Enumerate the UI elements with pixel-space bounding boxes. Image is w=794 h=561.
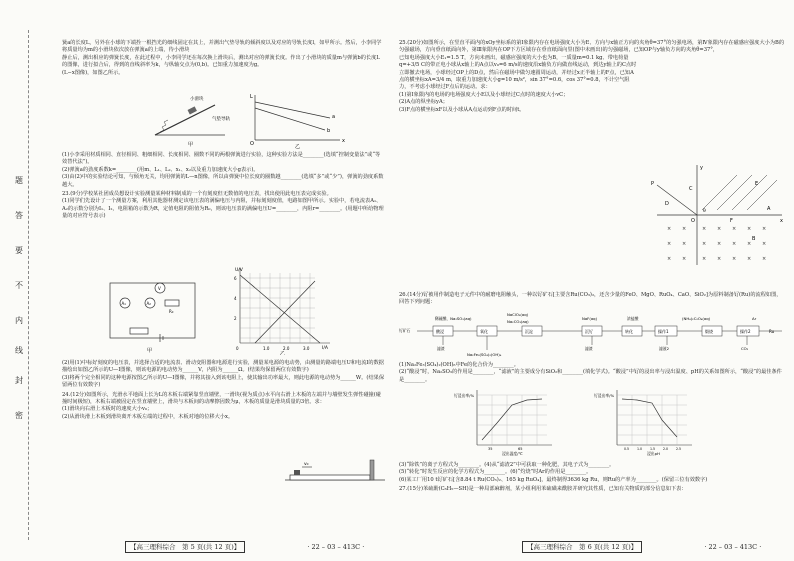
label-v0: v₀	[304, 462, 309, 467]
label-C: C	[689, 186, 693, 192]
q26-sub: (5)“转化”时发生反应的化学方程式为________。(6)“灼烧”时Ar的作用是________。	[399, 469, 592, 476]
tick-x: 2.5	[676, 447, 682, 451]
axis-y: y	[700, 165, 703, 171]
margin-char: 答	[15, 211, 23, 220]
flow-step: 沉淀	[525, 329, 533, 334]
q22-sub: (2)弹簧a的劲度系数k=________(用m、L₁、L₂、x₁、x₂以及重力加速度大小g表示)。	[62, 166, 259, 173]
label-L: L	[250, 94, 253, 100]
tick-y: 2	[234, 316, 237, 321]
tick-x: 2.0	[283, 346, 290, 351]
margin-char: 封	[15, 376, 23, 385]
q22-sub: (3)由(2)中的实验结论可知，与倾角无关，均用弹簧的L—n图像，所以由弹簧中位长度的圈数越________(选填“多”或“少”)，弹簧的劲度系数越大。	[62, 174, 384, 188]
label-V: V	[158, 286, 161, 291]
svg-text:×: ×	[747, 241, 752, 247]
flow-step: 操作1	[658, 329, 669, 334]
q24-figure	[280, 455, 390, 485]
svg-text:×: ×	[732, 241, 737, 247]
flow-start: 钌矿石	[399, 328, 411, 333]
y-label: 钌浸出率/%	[454, 393, 475, 398]
q24-sub: (2)从滑块滑上木板到滑块离开木板左端的过程中，木板对地的位移大小x。	[62, 413, 234, 420]
q26-sub: (1)Na₂Fe₃(SO₄)₂(OH)₆中Fe的化合价为________。	[399, 362, 519, 368]
flow-step: 沉钌	[585, 329, 593, 334]
tick-x: 3.0	[303, 346, 310, 351]
axis-y-unit: U/V	[235, 268, 243, 273]
label-O: O	[250, 141, 254, 147]
footer-left	[125, 542, 364, 551]
svg-text:×: ×	[702, 256, 707, 262]
graph-yi	[234, 267, 330, 355]
page-code: · 22 – 03 – 413C ·	[704, 543, 762, 551]
q26-subquestions-2	[399, 462, 785, 494]
flow-reagent: 稀硫酸、Na₂SO₃(aq)	[435, 316, 472, 321]
chart-temperature	[454, 390, 552, 456]
label-F: F	[730, 218, 733, 224]
margin-char: 要	[15, 246, 23, 255]
margin-char: 线	[15, 346, 23, 355]
label-theta: θ	[703, 209, 706, 214]
flow-byproduct: 滤液2	[659, 346, 670, 351]
svg-text:×: ×	[747, 256, 752, 262]
flow-byproduct: CO₂	[741, 346, 749, 351]
label-slider: 小滑块	[190, 97, 204, 102]
svg-text:×: ×	[732, 256, 737, 262]
x-label: 浸出温度/℃	[502, 451, 523, 456]
q22-para: 簧a的长度L，另外在小球的下端拴一根挡光的细线固定在其上，并测出气垫导轨的倾斜度以及对应的导轨长度l，如甲所示。然后，小李同学将质量均为m的小滑块依次放在弹簧a的上端，待小滑块	[62, 40, 382, 54]
margin-char: 内	[15, 316, 23, 325]
q25-para: 已知电场强度大小E₁=1.5 T，方向未画出，磁感应强度的大小也为B，一质量m=0.1 kg、带电荷量q=+3/5 C的带正电小球从x轴上的A点以v₀=6 m/s的速度沿x轴负方向做直线运动，到达y轴上的C点时立即撤去电场，小球经过OP上的D点，然后在磁场中做匀速圆周运动，并经过x正半轴上的F点，已知A点的横坐标xA=3/4 m，取重力加速度大小g=10 m/s²，sin 37°=0.6，cos 37°=0.8，不计空气阻力，不考虑小球经过F点后的运动。求：	[399, 54, 637, 91]
tick-x: 1.5	[650, 447, 656, 451]
y-label: 钌浸出率/%	[594, 393, 615, 398]
margin-char: 不	[15, 281, 23, 290]
svg-text:×: ×	[732, 226, 737, 232]
q22-para: 静止后，测出相应的弹簧长度，在此过程中，小李同学还在每次换上滑块后，测出对应的弹簧长度。作出了小滑块的质量m与弹簧b的长度L的图像，进行拟合后，得到的直线斜率为k，与纵轴交点为(0,b)。已知重力加速度为g。	[62, 54, 380, 69]
q22-para: (L−x图像)，如图乙所示。	[62, 69, 124, 76]
flow-end: Ru	[769, 329, 775, 334]
flow-byproduct: 滤渣	[437, 346, 445, 351]
label-O: O	[691, 218, 695, 224]
svg-text:×: ×	[762, 256, 767, 262]
flow-reagent: NaF(aq)	[582, 316, 598, 321]
svg-text:×: ×	[702, 241, 707, 247]
q26-text	[399, 292, 785, 307]
q26-sub: (2)“酸浸”时，Na₂SO₃的作用是________，“滤液”的主要成分有SiO₂和________(填化学式)。“酸浸”中钌的浸出率与浸出温度、pH的关系如图所示，“酸浸”的最佳条件是________。	[399, 369, 782, 383]
svg-text:×: ×	[717, 241, 722, 247]
binding-margin	[0, 0, 40, 561]
svg-text:×: ×	[762, 241, 767, 247]
circuit-jia	[110, 283, 195, 354]
tick-x: 1.0	[637, 447, 643, 451]
q23-head: 23.(9分)学校某社团成员想设计实验测量某种材料制成的一个有刻度但无数值的电压表，找出使用此电压表完成实验。	[62, 191, 332, 198]
flow-reagent: NaClO₃(aq)	[507, 312, 529, 317]
flow-step: 操作2	[740, 329, 751, 334]
q24-head: 24.(12分)如图所示，光滑水平地面上长为L的木板右端紧靠竖直墙壁，一滑块(视为质点)水平向右滑上木板的左端并与墙壁发生弹性碰撞(碰撞时间极短)，木板右端被固定在竖直墙壁上，滑块与木板间的动摩擦因数为μ，木板的质量是滑块质量的3倍。求：	[62, 391, 381, 406]
label-jia: 甲	[147, 348, 153, 354]
flow-reagent: (NH₄)₂C₂O₄(aq)	[682, 316, 711, 321]
tick-y: 4	[234, 296, 237, 301]
svg-text:×: ×	[717, 226, 722, 232]
tick-x: 0.5	[624, 447, 630, 451]
label-A2: A₂	[146, 301, 151, 306]
q25-sub: (3)F点的横坐标xF以及小球从A点运动到F点的时间t。	[399, 106, 525, 113]
q27-head: 27.(15分)苯硫酚(C₆H₅—SH)是一种局部麻醉剂，某小组利用苯硫磺来酰胺并研究其性质，已知有关物质的部分信息如下表：	[399, 486, 687, 493]
label-a: a	[332, 114, 336, 120]
right-page	[397, 0, 794, 561]
figure-jia	[155, 95, 230, 148]
page-label: 【高三理科综合 第 5 页(共 12 页)】	[125, 541, 245, 553]
q26-head: 26.(14分)钌被用作制造电子元件中的耐磨电阻触头，一种以钌矿石[主要含Ru(CO₃)₂，还含少量的FeO、MgO、RuO₄、CaO、SiO₂]为原料制备钌(Ru)的流程如图，回答下列问题：	[399, 292, 782, 306]
svg-text:×: ×	[667, 241, 672, 247]
label-E: E	[755, 181, 759, 187]
binding-line	[28, 30, 29, 540]
tick-x: 1.0	[263, 346, 270, 351]
flow-reagent: Na₂CO₃(aq)	[507, 319, 529, 324]
flow-byproduct: 滤渣	[585, 346, 593, 351]
label-A: A	[767, 206, 771, 212]
q26-flow	[397, 312, 792, 360]
label-B: B	[752, 236, 756, 242]
tick-x: 35	[488, 447, 493, 451]
q25-sub: (2)A点的纵坐标yA；	[399, 99, 448, 106]
flow-step: 酸浸	[436, 329, 444, 334]
label-yi: 乙	[295, 144, 301, 150]
svg-text:×: ×	[747, 226, 752, 232]
label-A1: A₁	[121, 301, 126, 306]
tick-x: 0	[236, 346, 239, 351]
margin-char: 密	[15, 411, 23, 420]
label-b: b	[327, 128, 331, 134]
q26-subquestions	[399, 362, 785, 384]
x-label: 浸出pH	[647, 451, 660, 456]
q25-sub: (1)第Ⅰ象限内的电场的电场强度大小E以及小球经过C点时的速度大小vC；	[399, 91, 569, 98]
q22-subquestions	[62, 152, 384, 221]
label-yi: 乙	[280, 351, 286, 355]
footer-right	[522, 542, 761, 551]
svg-text:×: ×	[762, 226, 767, 232]
flow-step: 转化	[625, 329, 633, 334]
margin-char: 题	[15, 176, 23, 185]
q26-sub: (3)“除铁”的离子方程式为________。(4)从“滤渣2”中可获取一种化肥，其电子式为________。	[399, 462, 615, 468]
svg-text:×: ×	[702, 226, 707, 232]
q23-sub: (3)将两个完全相同的这种电源按图乙所示的U—I图像，并将其接入到该电阻上，使其输出功率最大，则此电源的电动势为______W。(结果保留两位有效数字)	[62, 374, 385, 389]
tick-x: 2.0	[663, 447, 669, 451]
svg-text:×: ×	[682, 241, 687, 247]
page-code: · 22 – 03 – 413C ·	[307, 543, 365, 551]
flow-byproduct: Na₂Fe₃(SO₄)₂(OH)₆	[467, 352, 502, 357]
q22-sub: (1)小李采用材质相同、直径相同、粗细相同、长度相同、圈数不同的两根弹簧进行实验，这种实验方法是________(选填“控制变量法”或“等效替代法”)。	[62, 152, 381, 166]
q23-figures	[105, 263, 335, 355]
label-R0: R₀	[169, 309, 174, 314]
q25-figure	[637, 160, 787, 270]
flow-step: 煅烧	[705, 329, 713, 334]
label-x: x	[342, 138, 345, 144]
tick-y: 6	[234, 276, 237, 281]
q23-para: (1)同学们先设计了一个测量方案，利用其他器材测定该电压表的满偏电压与内阻，并标刻刻度值，电路如图甲所示。实验中，若电流表A₁、A₂的示数分别为I₁、I₂，电阻箱的示数为R，定值电阻的阻值为R₀，则该电压表的满偏电压U=________，内阻r=________。(用题中所给物理量的对应符号表示)	[62, 198, 384, 220]
q26-sub: (6)某工厂用10 t钌矿石[含8.84 t Ru(CO₃)₂、165 kg RuO₄]，最终制得3636 kg Ru，则Ru的产率为________。(保留三位有效数字)	[399, 476, 708, 483]
svg-text:×: ×	[717, 256, 722, 262]
label-jia: 甲	[188, 142, 194, 148]
label-rail: 气垫导轨	[212, 117, 230, 122]
flow-reagent: Ar	[752, 316, 757, 321]
q25-head: 25.(20分)如图所示，在竖直平面内的xOy坐标系的第Ⅰ象限内存在电场强度大小为E、方向与x轴正方向的夹角θ=37°的匀强电场，第Ⅳ象限内存在磁感应强度大小为B的匀强磁场，方向垂直纸面向外，第Ⅲ象限内在OP下方区域存在垂直纸面向里(图中未画出)的匀强磁场，已知OP与y轴负方向的夹角θ=37°，	[399, 40, 785, 54]
tick-x: 65	[518, 447, 523, 451]
q23-subquestions	[62, 360, 384, 421]
svg-text:×: ×	[667, 226, 672, 232]
q22-figures	[150, 90, 360, 150]
flow-reagent: 浓盐酸	[627, 316, 639, 321]
figure-yi	[250, 94, 345, 150]
q24-sub: (1)滑块向右滑上木板时的速度大小v₀；	[62, 406, 153, 413]
svg-text:×: ×	[667, 256, 672, 262]
axis-x-unit: I/A	[322, 346, 328, 351]
label-P: P	[651, 181, 655, 187]
label-D: D	[665, 201, 669, 207]
q23-sub: (2)用(1)中标好刻度的电压表，并选择合适的电流表、滑动变阻器和电源进行实验，测量某电源的电动势，由测量的路端电压U和电流I的数据描绘出如图乙所示的U—I图像，则该电源的电动势为______V，内阻为______Ω。(结果均保留两位有效数字)	[62, 360, 384, 374]
chart-ph	[594, 390, 692, 456]
axis-x: x	[780, 218, 783, 224]
svg-text:×: ×	[682, 256, 687, 262]
page-label: 【高三理科综合 第 6 页(共 12 页)】	[522, 541, 642, 553]
svg-text:×: ×	[682, 226, 687, 232]
q26-charts	[452, 385, 712, 457]
flow-step: 氧化	[480, 329, 488, 334]
q25-text	[399, 40, 785, 114]
q22-text	[62, 40, 384, 77]
